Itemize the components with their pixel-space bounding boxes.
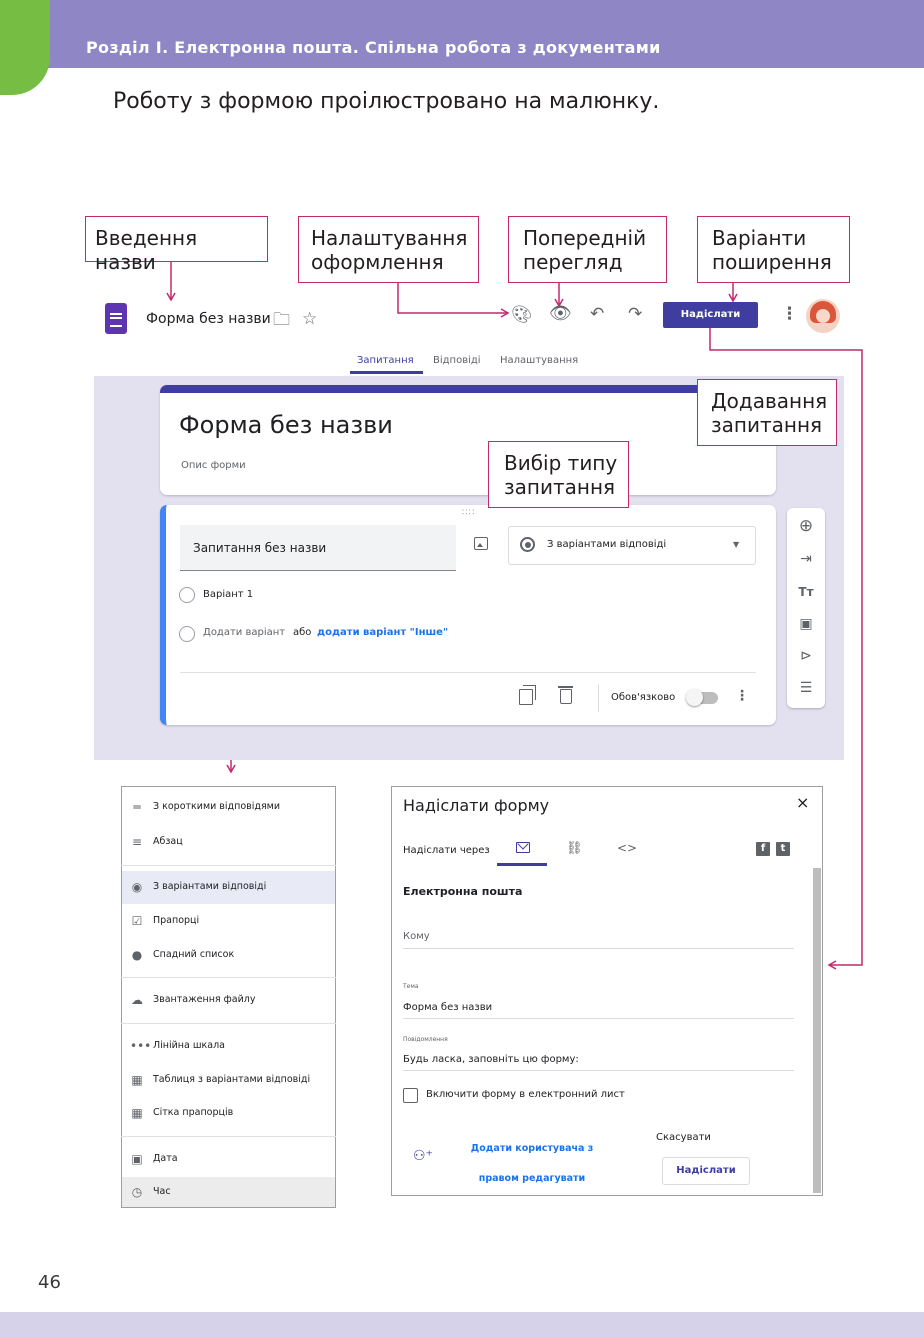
tab-responses[interactable]: Відповіді	[433, 355, 481, 366]
add-image-icon[interactable]	[474, 537, 488, 550]
subject-field-underline	[403, 1018, 794, 1019]
include-form-label[interactable]: Включити форму в електронний лист	[426, 1089, 625, 1100]
add-question-icon[interactable]: ⊕	[798, 516, 814, 536]
grid-icon: ▦	[131, 1073, 143, 1087]
chapter-title: Розділ І. Електронна пошта. Спільна робота з документами	[86, 38, 661, 57]
form-title[interactable]: Форма без назви	[179, 411, 393, 439]
callout-add-question: Додавання запитання	[697, 379, 837, 446]
add-option-link[interactable]: Додати варіант	[203, 627, 286, 638]
tab-questions[interactable]: Запитання	[357, 355, 414, 366]
divider	[180, 672, 756, 673]
linear-scale-icon: •••	[130, 1039, 152, 1053]
add-video-icon[interactable]: ⊳	[800, 648, 812, 664]
checkbox-icon: ☑	[131, 914, 143, 928]
menu-item-dropdown[interactable]: Спадний список	[153, 949, 235, 960]
menu-item-file-upload[interactable]: Звантаження файлу	[153, 994, 256, 1005]
undo-icon[interactable]: ↶	[590, 304, 605, 324]
callout-question-type: Вибір типу запитання	[488, 441, 629, 508]
dialog-scrollbar[interactable]	[813, 868, 821, 1193]
more-menu-icon[interactable]: ⋮	[781, 304, 798, 324]
divider	[121, 865, 336, 866]
menu-item-multiple-choice-grid[interactable]: Таблиця з варіантами відповіді	[153, 1074, 311, 1085]
menu-item-multiple-choice[interactable]: З варіантами відповіді	[153, 881, 267, 892]
avatar[interactable]	[806, 299, 840, 333]
cloud-upload-icon: ☁	[131, 993, 143, 1007]
facebook-icon[interactable]: f	[756, 842, 770, 856]
footer-band	[0, 1312, 924, 1338]
add-image-icon[interactable]: ▣	[799, 616, 813, 632]
required-label: Обов'язково	[611, 692, 676, 703]
page-number: 46	[38, 1272, 61, 1293]
required-toggle[interactable]	[688, 692, 718, 704]
palette-icon[interactable]: 🎨︎	[511, 305, 533, 325]
active-tab-indicator	[497, 863, 547, 866]
callout-title-input: Введення назви	[85, 216, 268, 262]
option-1[interactable]: Варіант 1	[203, 589, 254, 600]
message-field-underline	[403, 1070, 794, 1071]
cancel-button[interactable]: Скасувати	[656, 1132, 711, 1143]
divider	[598, 684, 599, 712]
short-answer-icon: ═	[133, 800, 141, 814]
redo-icon[interactable]: ↷	[628, 304, 643, 324]
dropdown-caret-icon[interactable]: ▼	[733, 540, 740, 549]
form-title-card[interactable]	[160, 385, 776, 495]
drag-handle-icon[interactable]: ∷∷	[462, 508, 476, 518]
subject-label: Тема	[403, 983, 419, 990]
import-questions-icon[interactable]: ⇥	[800, 551, 812, 567]
paragraph-icon: ≡	[131, 835, 143, 849]
embed-tab-icon[interactable]: <>	[617, 841, 638, 855]
divider	[121, 1136, 336, 1137]
email-tab-icon[interactable]	[516, 842, 530, 853]
checkbox-grid-icon: ▦	[131, 1106, 143, 1120]
add-editor-link[interactable]: Додати користувача з правом редагувати	[470, 1143, 594, 1184]
menu-item-paragraph[interactable]: Абзац	[153, 836, 183, 847]
twitter-icon[interactable]: t	[776, 842, 790, 856]
radio-type-icon	[520, 537, 535, 552]
calendar-icon: ▣	[131, 1152, 143, 1166]
or-text: або	[293, 627, 312, 638]
header-band	[0, 0, 924, 68]
delete-icon[interactable]	[560, 689, 572, 704]
active-tab-indicator	[350, 371, 423, 374]
message-field[interactable]: Будь ласка, заповніть цю форму:	[403, 1054, 579, 1065]
menu-item-checkbox-grid[interactable]: Сітка прапорців	[153, 1107, 234, 1118]
chapter-tab	[0, 0, 50, 95]
menu-item-short-answer[interactable]: З короткими відповідями	[153, 801, 281, 812]
callout-preview: Попередній перегляд	[508, 216, 667, 283]
preview-eye-icon[interactable]: 👁︎	[549, 303, 572, 324]
menu-item-checkboxes[interactable]: Прапорці	[153, 915, 200, 926]
clock-icon: ◷	[131, 1185, 143, 1199]
email-heading: Електронна пошта	[403, 885, 523, 898]
form-description[interactable]: Опис форми	[181, 460, 246, 471]
more-options-icon[interactable]: ⋮	[735, 688, 749, 704]
close-icon[interactable]: ×	[796, 793, 810, 812]
dialog-title: Надіслати форму	[403, 796, 550, 815]
divider	[121, 977, 336, 978]
callout-theme-settings: Налаштування оформлення	[298, 216, 479, 283]
dropdown-icon: ●	[131, 948, 143, 962]
duplicate-icon[interactable]	[519, 689, 533, 705]
star-icon[interactable]: ☆	[302, 309, 318, 329]
radio-icon: ◉	[131, 880, 143, 894]
question-type-label: З варіантами відповіді	[547, 539, 667, 550]
subject-field[interactable]: Форма без назви	[403, 1002, 493, 1013]
folder-icon[interactable]: 🗀	[273, 310, 290, 330]
add-user-icon[interactable]: ⚇⁺	[413, 1148, 433, 1164]
link-tab-icon[interactable]: ⛓	[566, 841, 583, 856]
add-title-icon[interactable]: Tт	[798, 585, 814, 599]
callout-share-options: Варіанти поширення	[697, 216, 850, 283]
to-field[interactable]: Кому	[403, 931, 430, 942]
add-option-radio-icon	[179, 626, 195, 642]
divider	[121, 1023, 336, 1024]
send-button[interactable]: Надіслати	[663, 302, 758, 328]
menu-item-date[interactable]: Дата	[153, 1153, 178, 1164]
add-section-icon[interactable]: ☰	[799, 680, 813, 696]
menu-item-time[interactable]: Час	[153, 1186, 171, 1197]
send-via-label: Надіслати через	[403, 845, 490, 856]
to-field-underline	[403, 948, 794, 949]
forms-logo-icon[interactable]	[105, 303, 127, 334]
message-label: Повідомлення	[403, 1036, 448, 1043]
dialog-send-button[interactable]: Надіслати	[662, 1157, 750, 1185]
menu-item-linear-scale[interactable]: Лінійна шкала	[153, 1040, 226, 1051]
question-title[interactable]: Запитання без назви	[193, 541, 327, 555]
include-form-checkbox[interactable]	[403, 1088, 418, 1103]
document-title[interactable]: Форма без назви	[146, 311, 271, 327]
intro-text: Роботу з формою проілюстровано на малюнку.	[113, 89, 660, 114]
tab-settings[interactable]: Налаштування	[500, 355, 579, 366]
add-other-link[interactable]: додати варіант "Інше"	[317, 627, 449, 638]
side-toolbar	[787, 508, 825, 708]
option-radio-icon[interactable]	[179, 587, 195, 603]
